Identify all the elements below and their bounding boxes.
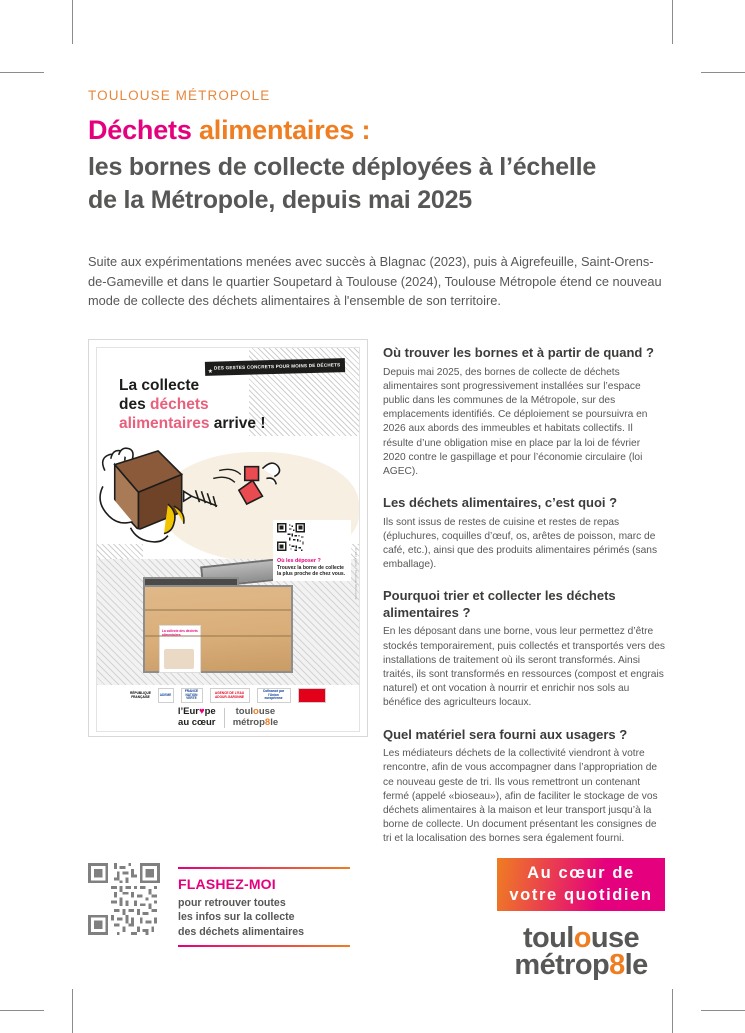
tm-mini-b: use	[258, 706, 276, 717]
poster-headline-arrive: arrive !	[209, 415, 266, 432]
poster-headline	[119, 376, 265, 433]
logo-france-nation-verte: FRANCE NATION VERTE	[181, 688, 203, 703]
crop-mark-top-left-v	[72, 0, 73, 44]
tm-logo-eight: 8	[609, 949, 625, 981]
bin-body	[143, 585, 293, 673]
tm-mini-line-2	[233, 718, 278, 729]
page-title	[88, 113, 668, 217]
poster-depot-box	[273, 520, 351, 581]
section-heading-ou-trouver: Où trouver les bornes et à partir de quand ?	[383, 345, 654, 360]
bin-sticker-text: La collecte des déchets alimentaires	[162, 629, 198, 637]
flashez-line-1: pour retrouver toutes	[178, 896, 286, 909]
eyebrow-label: TOULOUSE MÉTROPOLE	[88, 88, 271, 103]
section-body-ou-trouver: Depuis mai 2025, des bornes de collecte de déchets alimentaires sont progressivement installées sur l’espace public dans les communes de la Métropole, sur des emplacements identifiés. Ce déploiement se poursuivra en 2026 aux abords des immeubles et habitats collectifs. Il résulte d’une obligation mise en place par la loi de février 2020 contre le gaspillage et pour l’économie circulaire (loi AGEC).	[383, 366, 648, 477]
tm-logo-b: use	[590, 922, 640, 954]
tm-mini-d: le	[270, 716, 279, 728]
flashez-line-2: les infos sur la collecte	[178, 911, 295, 924]
title-word-alimentaires: alimentaires :	[191, 115, 371, 145]
logo-union-europeenne: Cofinancé par l'Union européenne	[257, 688, 291, 703]
crop-mark-bottom-right-h	[701, 1010, 745, 1011]
slogan-line-2: votre quotidien	[509, 886, 653, 904]
flashez-top-rule	[178, 867, 350, 869]
flashez-line-3: des déchets alimentaires	[178, 925, 305, 938]
poster-headline-line2	[119, 395, 265, 414]
title-line-1	[88, 113, 668, 147]
divider	[224, 708, 225, 728]
star-icon: ★	[207, 368, 213, 375]
tm-logo-a: toul	[522, 922, 574, 954]
title-word-dechets: Déchets	[88, 115, 192, 145]
tm-logo-c: métrop	[514, 949, 610, 981]
logo-toulouse-metropole-small	[233, 707, 278, 728]
logo-agence-eau-adour-garonne: AGENCE DE L'EAU ADOUR-GARONNE	[210, 688, 250, 703]
content-column	[383, 345, 665, 863]
crop-mark-bottom-left-v	[72, 989, 73, 1033]
tm-logo-line-1	[481, 922, 681, 954]
flashez-moi-block	[88, 863, 378, 947]
flashez-bottom-rule	[178, 945, 350, 947]
europe-text-a: l’Eur	[177, 706, 199, 717]
flashez-moi-text	[178, 863, 378, 947]
logo-ademe: ADEME	[158, 688, 174, 703]
section-body-cest-quoi: Ils sont issus de restes de cuisine et restes de repas (épluchures, coquilles d’œuf, os, arêtes de poisson, marc de café, etc.), ainsi que des produits alimentaires périmés (sans emballage).	[383, 516, 658, 571]
poster-figure	[88, 339, 368, 737]
poster-headline-alimentaires: alimentaires	[119, 415, 210, 432]
title-line-2	[88, 151, 668, 217]
section-heading-cest-quoi: Les déchets alimentaires, c’est quoi ?	[383, 495, 618, 511]
logo-europe-au-coeur	[178, 707, 216, 728]
section-body-quel-materiel: Les médiateurs déchets de la collectivité viendront à votre rencontre, afin de vous accompagner dans l’appropriation de ce nouveau geste de tri. Ils vous remettront un contenant fermé (appelé «bioseau»), afin de faciliter le stockage de vos déchets alimentaires à la maison et leur transport jusqu’à la borne de collecte. Un document présentant les consignes de tri et la localisation des bornes sera également fourni.	[383, 748, 658, 845]
tm-logo-o: o	[573, 922, 591, 954]
logo-region-occitanie: RÉGION OCCITANIE	[298, 688, 326, 703]
crop-mark-bottom-right-v	[672, 989, 673, 1033]
poster-logo-footer	[97, 685, 359, 731]
title-line-2a: les bornes de collecte déployées à l’échelle	[88, 153, 597, 181]
flashez-moi-title: FLASHEZ-MOI	[178, 875, 276, 892]
poster-headline-line3	[119, 414, 265, 433]
tm-mini-o: o	[253, 706, 259, 717]
crop-mark-bottom-left-h	[0, 1010, 44, 1011]
europe-text-b: pe	[204, 706, 216, 717]
slogan-line-1: Au cœur de	[527, 864, 635, 882]
heart-icon: ♥	[198, 706, 205, 717]
europe-line-1	[178, 707, 216, 718]
bin-sticker-image	[164, 649, 194, 669]
crop-mark-top-left-h	[0, 72, 44, 73]
depot-box-text: Trouvez la borne de collecte la plus proche de chez vous.	[277, 565, 346, 578]
crop-mark-top-right-h	[701, 72, 745, 73]
poster-brand-footer	[97, 707, 359, 728]
flashez-moi-body	[178, 896, 378, 940]
logo-republique-francaise: RÉPUBLIQUE FRANÇAISE	[131, 688, 151, 703]
poster-canvas	[96, 347, 360, 732]
depot-box-title: Où les déposer ?	[277, 558, 321, 564]
qr-code-large-icon[interactable]	[88, 863, 160, 935]
section-heading-quel-materiel: Quel matériel sera fourni aux usagers ?	[383, 726, 628, 742]
qr-code-icon	[277, 523, 305, 551]
slogan-banner	[497, 858, 664, 911]
tm-logo-line-2	[481, 949, 681, 981]
intro-paragraph: Suite aux expérimentations menées avec succès à Blagnac (2023), puis à Aigrefeuille, Saint-Orens-de-Gameville et dans le quartier Soupetard à Toulouse (2024), Toulouse Métropole étend ce nouveau mode de collecte des déchets alimentaires à l'ensemble de son territoire.	[88, 254, 662, 308]
poster-headline-des: des	[119, 396, 151, 413]
title-line-2b: de la Métropole, depuis mai 2025	[88, 186, 473, 214]
europe-line-2: au cœur	[178, 716, 216, 728]
tm-mini-c: métrop	[232, 716, 265, 728]
bin-sticker	[159, 625, 201, 673]
brand-block	[481, 858, 681, 979]
tm-mini-a: toul	[235, 706, 254, 717]
section-heading-pourquoi-trier: Pourquoi trier et collecter les déchets alimentaires ?	[383, 588, 616, 620]
section-body-pourquoi-trier: En les déposant dans une borne, vous leur permettez d’être stockés temporairement, puis collectés et transportés vers des installations de traitement où ils seront transformés. Ainsi traités, ils sont transformés en ressources (compost et engrais naturel) et ont vocation à nourrir et enrichir nos sols au bénéfice des agriculteurs locaux.	[383, 626, 665, 709]
poster-badge-text: DES GESTES CONCRETS POUR MOINS DE DÉCHETS	[213, 362, 341, 371]
tm-logo-d: le	[624, 949, 648, 981]
poster-headline-dechets: déchets	[150, 396, 209, 413]
logo-toulouse-metropole	[481, 922, 681, 981]
crop-mark-top-right-v	[672, 0, 673, 44]
poster-headline-line1: La collecte	[119, 377, 200, 394]
partner-logo-row	[97, 685, 359, 703]
tm-mini-eight: 8	[264, 716, 271, 728]
photo-credit: Crédit photo : Toulouse Métropole	[354, 548, 358, 600]
